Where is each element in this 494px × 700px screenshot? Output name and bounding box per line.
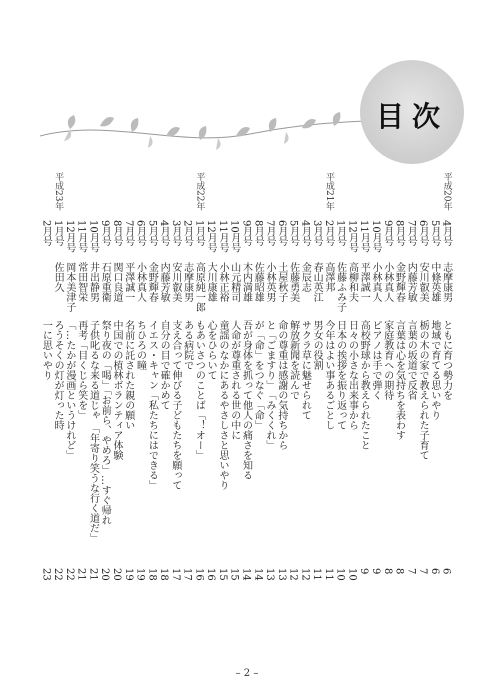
toc-page: 13 (264, 568, 276, 581)
toc-entry (335, 172, 346, 642)
toc-title: 男女の役割 (311, 320, 323, 370)
toc-author: 佐藤ふみ子 (334, 262, 346, 312)
toc-entry (264, 172, 275, 642)
toc-entry (135, 172, 146, 642)
toc-page: 20 (111, 568, 122, 581)
toc-author: 小林正裕 (216, 262, 228, 302)
toc-title: 家庭教育への期待 (381, 320, 393, 400)
toc-entry (441, 172, 452, 642)
toc-era: 平成22年 (194, 172, 205, 211)
toc-title: 高校野球から教えられたこと (358, 320, 370, 450)
toc-title: 自分の目で確かめて (158, 320, 170, 410)
toc-title: 中国での植林ボランティア体験 (111, 320, 122, 460)
toc-title: 名前に託された親の願い (122, 320, 134, 430)
toc-page: 9 (369, 568, 381, 575)
toc-author: 佐田久 (52, 262, 64, 292)
toc-title: ともに育つ勢力を (440, 320, 452, 400)
toc-entry (382, 172, 393, 642)
toc-issue: 5月号 (146, 220, 158, 247)
toc-page: 7 (405, 568, 417, 575)
toc-issue: 1月号 (52, 220, 64, 247)
toc-issue: 1月号 (334, 220, 346, 247)
toc-entry (358, 172, 369, 642)
toc-author: 内藤芳敏 (405, 262, 417, 302)
toc-entry (111, 172, 122, 642)
toc-issue: 2月号 (322, 220, 334, 247)
toc-page: 11 (322, 568, 334, 581)
toc-entry (276, 172, 287, 642)
toc-entry (346, 172, 357, 642)
toc-issue: 11月号 (216, 220, 228, 253)
toc-issue: 10月号 (228, 220, 240, 253)
toc-author: 岡本美津子 (63, 262, 75, 312)
toc-issue: 11月号 (75, 220, 87, 253)
toc-issue: 10月号 (369, 220, 381, 253)
toc-page: 14 (240, 568, 252, 581)
toc-page: 6 (428, 568, 440, 575)
toc-author: 安川叡美 (417, 262, 429, 302)
toc-entry (193, 172, 204, 642)
toc-author: 佐藤昭雄 (252, 262, 264, 302)
toc-page: 7 (417, 568, 429, 575)
toc-page: 18 (146, 568, 158, 581)
toc-author: 大川康雄 (205, 262, 217, 302)
page-number: – 2 – (235, 668, 259, 679)
toc-issue: 9月号 (99, 220, 111, 247)
toc-page: 21 (87, 568, 99, 581)
toc-author: 高澤邦 (322, 262, 334, 292)
toc-title: 解放新聞を読んで (287, 320, 299, 400)
toc-title: 「たかが漫画というけれど…」 (63, 320, 75, 460)
toc-entry (288, 172, 299, 642)
toc-page: 19 (134, 568, 146, 581)
toc-title: ろうそくの灯が灯った時 (52, 320, 64, 430)
toc-entry (99, 172, 110, 642)
toc-entry (158, 172, 169, 642)
toc-author: 高柳和夫 (346, 262, 358, 302)
toc-issue: 6月号 (275, 220, 287, 247)
toc-issue: 4月号 (440, 220, 452, 247)
toc-title: ピアノは手で弾く (369, 320, 381, 400)
toc-entry (182, 172, 193, 642)
toc-author: 志摩康男 (440, 262, 452, 302)
toc-page: 17 (169, 568, 181, 581)
toc-title: 「目くじら笑を」再考 (75, 320, 87, 420)
table-of-contents (40, 172, 452, 642)
toc-page: 12 (299, 568, 311, 581)
toc-author: 金辰志 (299, 262, 311, 292)
toc-entry (40, 172, 51, 642)
toc-page: 9 (358, 568, 370, 575)
page-title: 目次 (375, 100, 448, 133)
toc-author: 金野輝春 (146, 262, 158, 302)
toc-author: 関口良道 (111, 262, 122, 302)
toc-issue: 2月号 (40, 220, 52, 247)
toc-page: 10 (346, 568, 358, 581)
toc-author: 高原純一郎 (193, 262, 205, 312)
toc-issue: 8月号 (111, 220, 122, 247)
toc-author: 小林真人 (381, 262, 393, 302)
toc-author: 内藤芳敏 (158, 262, 170, 302)
toc-issue: 10月号 (87, 220, 99, 253)
toc-issue: 2月号 (181, 220, 193, 247)
toc-entry (146, 172, 157, 642)
toc-author: 井出静男 (87, 262, 99, 302)
toc-title: 支え合って伸びる子どもたちを願って (169, 320, 181, 490)
toc-title: 日本の挨拶を振り返って (334, 320, 346, 430)
toc-author: 平澤誠一 (122, 262, 134, 302)
toc-title: ちひろの瞳 (134, 320, 146, 370)
toc-issue: 9月号 (240, 220, 252, 247)
toc-title: イエス・キャン「私たちにはできる」 (146, 320, 158, 490)
toc-page: 8 (381, 568, 393, 575)
toc-page: 22 (52, 568, 64, 581)
toc-issue: 12月号 (63, 220, 75, 253)
toc-issue: 1月号 (193, 220, 205, 247)
toc-title: 祭り夜の「喝」「お前ら、やめろ」…すぐ帰れ (99, 320, 111, 525)
toc-author: 山元精司 (228, 262, 240, 302)
toc-author: 小林英男 (264, 262, 276, 302)
toc-entry (252, 172, 263, 642)
toc-issue: 12月号 (205, 220, 217, 253)
toc-entry (323, 172, 334, 642)
toc-entry (394, 172, 405, 642)
toc-title: 「みくくれ」と「ごますり」 (264, 320, 276, 450)
toc-author: 小林真人 (134, 262, 146, 302)
toc-issue: 9月号 (381, 220, 393, 247)
toc-issue: 7月号 (405, 220, 417, 247)
toc-entry (311, 172, 322, 642)
toc-issue: 11月号 (358, 220, 370, 253)
toc-author: 安川叡美 (169, 262, 181, 302)
toc-page: 13 (275, 568, 287, 581)
toc-entry (52, 172, 63, 642)
toc-entry (64, 172, 75, 642)
toc-page: 20 (99, 568, 111, 581)
toc-author: 木内満雄 (240, 262, 252, 302)
toc-issue: 4月号 (158, 220, 170, 247)
toc-issue: 4月号 (299, 220, 311, 247)
toc-issue: 7月号 (122, 220, 134, 247)
toc-page: 22 (63, 568, 75, 581)
toc-title: 日々の小さな出来事から (346, 320, 358, 430)
toc-title: 地域で育てる思いやり (428, 320, 440, 420)
toc-issue: 3月号 (169, 220, 181, 247)
toc-page: 8 (393, 568, 405, 575)
toc-author: 志摩康男 (181, 262, 193, 302)
toc-title: 「オー！」もあいさつのことば (193, 320, 205, 460)
toc-title: ある病院で (181, 320, 193, 370)
toc-title: 命の尊重は感謝の気持ちから (275, 320, 287, 450)
toc-page: 18 (158, 568, 170, 581)
toc-page: 11 (311, 568, 323, 581)
toc-era: 平成20年 (441, 172, 452, 211)
toc-title: サクラ草に魅せられて (299, 320, 311, 420)
toc-title: 一に思いやり (40, 320, 52, 380)
toc-entry (217, 172, 228, 642)
toc-entry (87, 172, 98, 642)
toc-issue: 7月号 (264, 220, 276, 247)
toc-entry (417, 172, 428, 642)
toc-entry (299, 172, 310, 642)
toc-title: 「命」が「命」をつなぐ (252, 320, 264, 430)
toc-title: 心をひらいて (205, 320, 217, 380)
toc-issue: 12月号 (346, 220, 358, 253)
toc-page: 16 (193, 568, 205, 581)
toc-page: 12 (287, 568, 299, 581)
toc-author: 平澤誠一 (358, 262, 370, 302)
toc-entry (241, 172, 252, 642)
toc-entry (170, 172, 181, 642)
toc-author: 小林真人 (369, 262, 381, 302)
toc-issue: 5月号 (287, 220, 299, 247)
toc-era: 平成23年 (53, 172, 64, 211)
toc-entry (370, 172, 381, 642)
toc-era: 平成21年 (323, 172, 334, 211)
toc-page: 15 (216, 568, 228, 581)
toc-title: 栃の木の家で教えられた子育て (417, 320, 429, 460)
toc-entry (123, 172, 134, 642)
toc-title: 今年はよい事あるごとし (322, 320, 334, 430)
toc-issue: 8月号 (252, 220, 264, 247)
toc-entry (205, 172, 216, 642)
toc-page: 23 (40, 568, 52, 581)
toc-page: 17 (181, 568, 193, 581)
toc-page: 10 (334, 568, 346, 581)
toc-page: 19 (122, 568, 134, 581)
toc-page: 15 (228, 568, 240, 581)
toc-title: 童謡のなかにあるやさしさと思いやり (216, 320, 228, 490)
toc-author: 金野輝春 (393, 262, 405, 302)
toc-issue: 6月号 (134, 220, 146, 247)
toc-issue: 6月号 (417, 220, 429, 247)
toc-entry (429, 172, 440, 642)
toc-title: 吾が身体を抓って他人の痛さを知る (240, 320, 252, 480)
toc-author: 石原重衛 (99, 262, 111, 302)
toc-entry (229, 172, 240, 642)
toc-title: 人命が尊重される世の中に (228, 320, 240, 440)
toc-author: 常田智栄 (75, 262, 87, 302)
toc-author: 春山英江 (311, 262, 323, 302)
toc-title: 言葉は心を気持ちを表わす (393, 320, 405, 440)
toc-issue: 3月号 (311, 220, 323, 247)
toc-title: 言葉の坂道で反省 (405, 320, 417, 400)
toc-entry (76, 172, 87, 642)
toc-page: 16 (205, 568, 217, 581)
toc-author: 土屋秋子 (275, 262, 287, 302)
toc-author: 中條英雄 (428, 262, 440, 302)
toc-page: 21 (75, 568, 87, 581)
toc-title: 「年寄り笑うな行く道だ」 子供叱るな来る道じゃ (87, 320, 99, 544)
header (0, 40, 494, 160)
toc-entry (405, 172, 416, 642)
toc-page: 14 (252, 568, 264, 581)
toc-page: 6 (440, 568, 452, 575)
toc-author: 佐藤勇美 (287, 262, 299, 302)
toc-issue: 5月号 (428, 220, 440, 247)
toc-issue: 8月号 (393, 220, 405, 247)
